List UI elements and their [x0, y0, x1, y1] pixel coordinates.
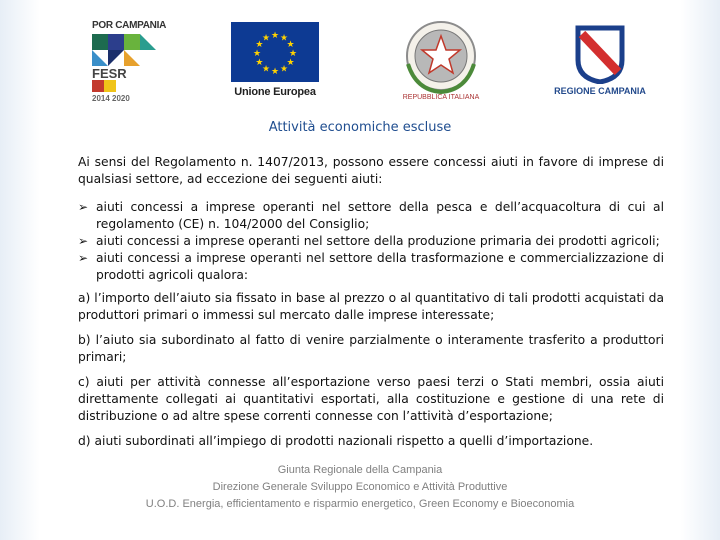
svg-text:★: ★ — [279, 33, 289, 44]
arrow-bullet-icon: ➢ — [78, 251, 89, 265]
eu-logo — [228, 22, 322, 102]
bullet-text: aiuti concessi a imprese operanti nel settore della pesca e dell’acquacoltura di cui al regolamento (CE) n. 104/2000 del Consiglio; — [96, 200, 664, 231]
svg-text:★: ★ — [279, 64, 289, 75]
footer-line-2: Direzione Generale Sviluppo Economico e Attività Produttive — [212, 481, 508, 493]
italian-republic-emblem — [396, 16, 486, 106]
por-logo-title: POR CAMPANIA — [92, 20, 166, 31]
svg-text:★: ★ — [288, 49, 298, 59]
por-campania-fesr-logo — [86, 18, 182, 110]
bullet-text: aiuti concessi a imprese operanti nel settore della produzione primaria dei prodotti agricoli; — [96, 234, 660, 248]
arrow-bullet-icon: ➢ — [78, 234, 89, 248]
list-item — [78, 199, 664, 233]
logo-bar — [0, 14, 720, 110]
svg-text:★: ★ — [270, 31, 280, 41]
arrow-bullet-icon: ➢ — [78, 200, 89, 214]
footer — [0, 462, 720, 513]
campania-shield-icon — [552, 24, 648, 84]
intro-paragraph: Ai sensi del Regolamento n. 1407/2013, possono essere concessi aiuti in favore di imprese di qualsiasi settore, ad eccezione dei seguenti aiuti: — [78, 155, 664, 186]
footer-line-1: Giunta Regionale della Campania — [277, 464, 443, 476]
eu-logo-caption: Unione Europea — [234, 86, 316, 98]
regione-campania-logo — [552, 24, 648, 104]
bullet-list — [78, 199, 664, 284]
paragraph-b: b) l’aiuto sia subordinato al fatto di venire parzialmente o interamente trasferito a produttori primari; — [78, 333, 664, 364]
svg-text:★: ★ — [252, 49, 262, 59]
svg-text:★: ★ — [261, 64, 271, 75]
svg-text:★: ★ — [261, 33, 271, 44]
por-logo-years: 2014 2020 — [92, 94, 130, 103]
content-body — [78, 154, 664, 458]
por-logo-fesr: FESR — [92, 66, 127, 81]
eu-flag-icon — [231, 22, 319, 82]
svg-text:★: ★ — [255, 40, 264, 50]
emblem-star-icon — [396, 16, 486, 96]
list-item — [78, 250, 664, 284]
paragraph-a: a) l’importo dell’aiuto sia fissato in base al prezzo o al quantitativo di tali prodotti acquistati da produttori primari o immessi sul mercato dalle imprese interessate; — [78, 291, 664, 322]
svg-text:★: ★ — [286, 58, 295, 68]
list-item — [78, 233, 664, 250]
footer-line-3: U.O.D. Energia, efficientamento e risparmio energetico, Green Economy e Bioeconomia — [145, 498, 575, 510]
paragraph-d: d) aiuti subordinati all’impiego di prodotti nazionali rispetto a quelli d’importazione. — [78, 434, 594, 448]
paragraph-c: c) aiuti per attività connesse all’esportazione verso paesi terzi o Stati membri, ossia aiuti direttamente collegati ai quantitativi esportati, alla costituzione e gestione di una rete di distribuzione o ad altre spese correnti connesse con l’attività d’esportazione; — [78, 375, 664, 423]
svg-text:★: ★ — [270, 67, 280, 77]
emblem-caption: REPUBBLICA ITALIANA — [402, 94, 480, 101]
svg-text:★: ★ — [255, 58, 264, 68]
svg-text:★: ★ — [286, 40, 295, 50]
campania-logo-caption: REGIONE CAMPANIA — [554, 86, 646, 96]
bullet-text: aiuti concessi a imprese operanti nel settore della trasformazione e commercializzazione di prodotti agricoli qualora: — [96, 251, 664, 282]
slide-title: Attività economiche escluse — [268, 120, 452, 135]
